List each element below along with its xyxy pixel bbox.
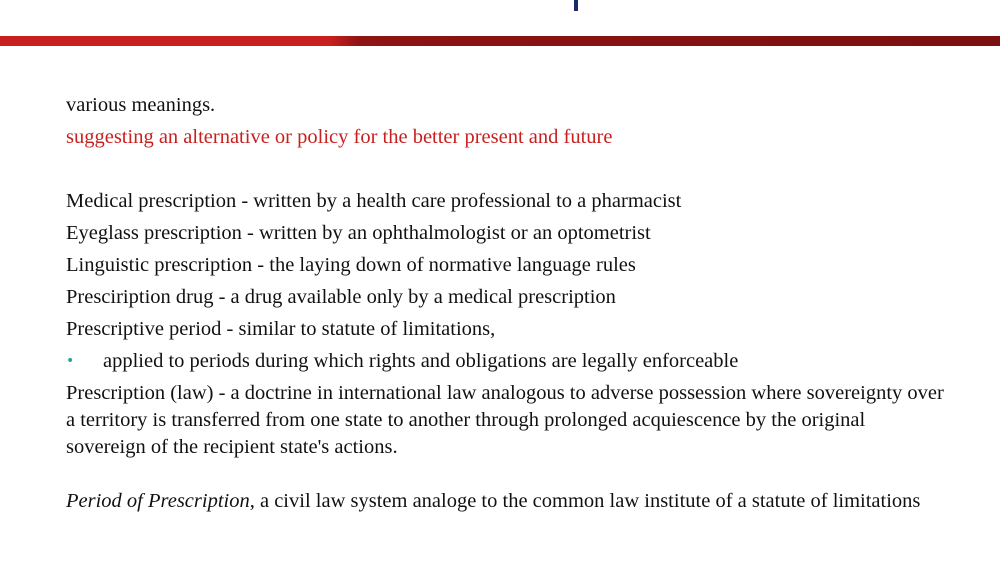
- slide-body: [66, 89, 946, 515]
- line-prescription-drug: Presciription drug - a drug available only by a medical prescription: [66, 286, 616, 308]
- bullet-icon: •: [66, 353, 75, 369]
- line-prescriptive-period: Prescriptive period - similar to statute of limitations,: [66, 318, 496, 340]
- line-suggesting-alternative: suggesting an alternative or policy for the better present and future: [66, 126, 613, 148]
- paragraph-period-of-prescription: [66, 485, 946, 515]
- paragraph-rest: , a civil law system analoge to the common law institute of a statute of limitations: [249, 490, 921, 512]
- line-eyeglass-prescription: Eyeglass prescription - written by an ophthalmologist or an optometrist: [66, 222, 651, 244]
- bullet-item-enforceable: [66, 345, 946, 377]
- line-various-meanings: various meanings.: [66, 94, 216, 116]
- bullet-item-label: applied to periods during which rights and obligations are legally enforceable: [103, 350, 739, 372]
- paragraph-prescription-law: Prescription (law) - a doctrine in international law analogous to adverse possession where sovereignty over a territory is transferred from one state to another through prolonged acquiescence by the original sovereign of the recipient state's actions.: [66, 382, 944, 458]
- line-linguistic-prescription: Linguistic prescription - the laying down of normative language rules: [66, 254, 636, 276]
- header-accent-bar: [0, 36, 1000, 46]
- italic-term: Period of Prescription: [66, 490, 250, 512]
- spacer: [66, 461, 946, 485]
- spacer: [66, 153, 946, 185]
- title-fragment: [574, 0, 578, 11]
- line-medical-prescription: Medical prescription - written by a health care professional to a pharmacist: [66, 190, 682, 212]
